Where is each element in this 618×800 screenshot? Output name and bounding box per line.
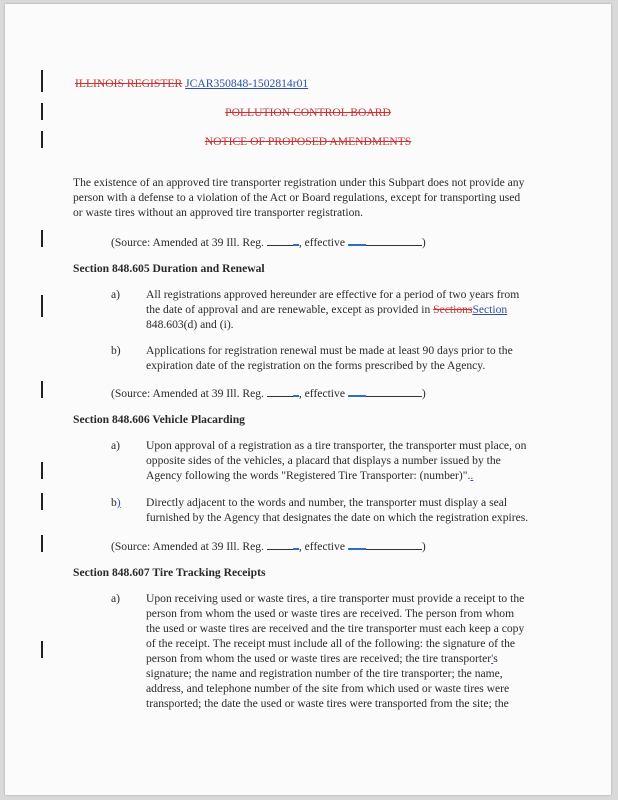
- intro-line: or waste tires without an approved tire transporter registration.: [73, 206, 364, 219]
- item-line: All registrations approved hereunder are effective for a period of two years from: [146, 288, 520, 301]
- change-bar: [41, 295, 43, 317]
- item-label: a): [111, 288, 121, 301]
- jcar-id: JCAR350848-1502814r01: [185, 77, 309, 90]
- item-label: a): [111, 592, 121, 605]
- item-label: b): [111, 344, 121, 357]
- item-label: b): [111, 496, 121, 509]
- item-line: person from whom the used or waste tires are received; the tire transporter's: [146, 652, 498, 665]
- change-bar: [41, 462, 43, 479]
- notice-title: NOTICE OF PROPOSED AMENDMENTS: [204, 135, 412, 148]
- item-line: signature; the name and registration number of the tire transporter; the name,: [146, 667, 503, 680]
- source-note: (Source: Amended at 39 Ill. Reg. , effective ): [111, 387, 426, 400]
- item-line: Upon receiving used or waste tires, a tire transporter must provide a receipt to the: [146, 592, 525, 605]
- source-note: (Source: Amended at 39 Ill. Reg. , effective ): [111, 540, 426, 553]
- change-bar: [41, 535, 43, 552]
- register-header: [75, 76, 308, 91]
- item-line: Applications for registration renewal must be made at least 90 days prior to the: [146, 344, 513, 357]
- register-struck: ILLINOIS REGISTER: [75, 77, 183, 90]
- board-title: POLLUTION CONTROL BOARD: [225, 106, 391, 119]
- section-heading: Section 848.607 Tire Tracking Receipts: [73, 566, 266, 579]
- item-line: person from whom the used or waste tires are received. The person from whom: [146, 607, 515, 620]
- item-line: Upon approval of a registration as a tire transporter, the transporter must place, on: [146, 439, 527, 452]
- item-line: furnished by the Agency that designates the date on which the registration expires.: [146, 511, 529, 524]
- change-bar: [41, 493, 43, 510]
- item-label: a): [111, 439, 121, 452]
- item-line: Agency following the words "Registered Tire Transporter: (number)"..: [146, 469, 474, 482]
- section-heading: Section 848.605 Duration and Renewal: [73, 262, 265, 275]
- item-line: 848.603(d) and (i).: [146, 318, 234, 331]
- change-bar: [41, 230, 43, 247]
- item-line: expiration date of the registration on the forms prescribed by the Agency.: [146, 359, 486, 372]
- item-line: of the receipt. The receipt must include all of the following: the signature of the: [146, 637, 516, 650]
- item-line: address, and telephone number of the site from which used or waste tires were: [146, 682, 510, 695]
- section-heading: Section 848.606 Vehicle Placarding: [73, 413, 245, 426]
- document-page: [5, 4, 611, 795]
- change-bar: [41, 381, 43, 398]
- change-bar: [41, 641, 43, 658]
- source-note: (Source: Amended at 39 Ill. Reg. , effective ): [111, 236, 426, 249]
- intro-line: The existence of an approved tire transporter registration under this Subpart does not provide any: [73, 176, 525, 189]
- item-line: the date of approval and are renewable, except as provided in SectionsSection: [146, 303, 508, 316]
- item-line: opposite sides of the vehicles, a placard that displays a number issued by the: [146, 454, 501, 467]
- item-line: Directly adjacent to the words and number, the transporter must display a seal: [146, 496, 508, 509]
- change-bar: [41, 70, 43, 92]
- item-line: the used or waste tires are received and the tire transporter must each keep a copy: [146, 622, 525, 635]
- item-line: transported; the date the used or waste tires were transported from the site; the: [146, 697, 509, 710]
- intro-line: person with a defense to a violation of the Act or Board regulations, except for transporting used: [73, 191, 521, 204]
